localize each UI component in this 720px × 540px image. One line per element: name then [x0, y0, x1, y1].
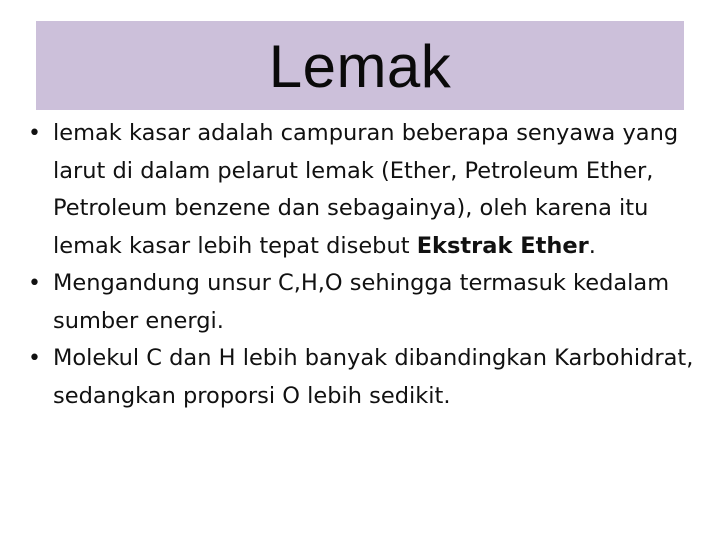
- bullet-emphasis: Ekstrak Ether: [416, 232, 589, 259]
- bullet-item-1: [28, 115, 700, 265]
- bullet-marker: •: [28, 346, 41, 371]
- bullet-item-3: [28, 340, 700, 415]
- title-banner: [36, 21, 684, 110]
- bullet-text: Mengandung unsur C,H,O sehingga termasuk kedalam sumber energi.: [53, 270, 670, 334]
- bullet-text-end: .: [588, 232, 596, 259]
- bullet-text: lemak kasar adalah campuran beberapa senyawa yang larut di dalam pelarut lemak (Ether, Petroleum Ether, Petroleum benzene dan sebagainya), oleh karena itu lemak kasar lebih tepat disebut: [53, 120, 679, 259]
- bullet-text: Molekul C dan H lebih banyak dibandingkan Karbohidrat, sedangkan proporsi O lebih sedikit.: [53, 345, 694, 409]
- bullet-list: [28, 115, 700, 415]
- bullet-item-2: [28, 265, 700, 340]
- bullet-marker: •: [28, 121, 41, 146]
- bullet-marker: •: [28, 271, 41, 296]
- slide-title: Lemak: [268, 32, 452, 100]
